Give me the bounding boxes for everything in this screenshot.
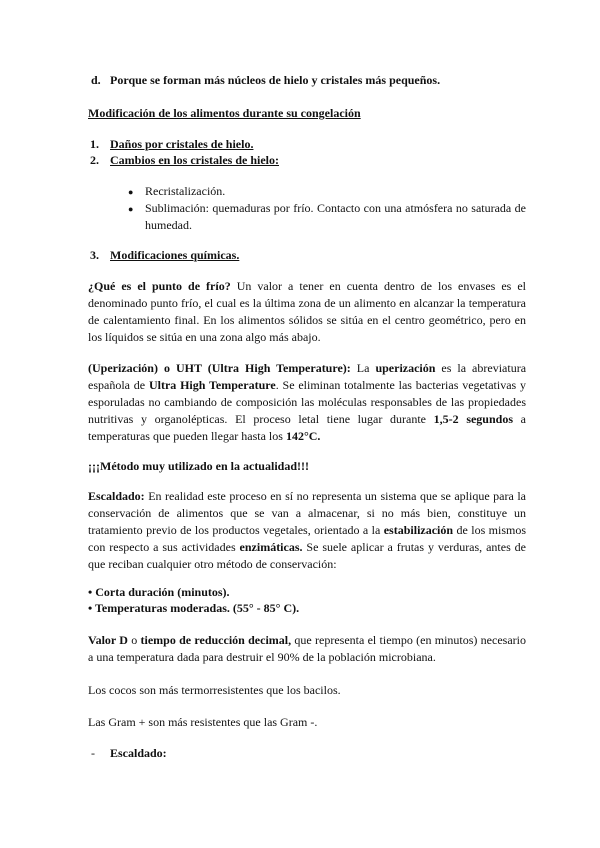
punto-frio-text: Un valor a tener en cuenta dentro de los envases es el denominado punto frío, el cual es la última zona de un alimento en alcanzar la temperatura de calentamiento final. En los alimentos sólidos se sitúa en el centro geométrico, pero en los líquidos se sitúa en una zona algo más abajo. [88, 279, 526, 344]
paragraph-escaldado [88, 488, 526, 573]
list-item-2: Cambios en los cristales de hielo: [110, 153, 279, 167]
paragraph-punto-frio [88, 278, 526, 346]
uht-text-1: La [350, 361, 376, 375]
bullet-icon: ● [128, 187, 134, 197]
escaldado-bold-enzimaticas: enzimáticas. [239, 540, 303, 554]
item-d-marker: d. [91, 73, 101, 87]
section-title: Modificación de los alimentos durante su congelación [88, 106, 361, 120]
bullet-icon: ● [128, 204, 134, 214]
punto-frio-question: ¿Qué es el punto de frío? [88, 279, 231, 293]
list-item-3: Modificaciones químicas. [110, 248, 240, 262]
escaldado-text-1: En realidad este proceso en sí no representa un sistema que se aplique para la conservación de alimentos que se van a almacenar, si no más bien, constituye un tratamiento previo de los productos vegetales, orientado a la [88, 489, 526, 537]
list-number-1: 1. [90, 137, 99, 151]
item-d-text: Porque se forman más núcleos de hielo y cristales más pequeños. [110, 73, 441, 87]
escaldado-bold-estabilizacion: estabilización [383, 523, 454, 537]
valor-d-bold-tiempo: tiempo de reducción decimal, [140, 633, 292, 647]
dot-item-temperaturas: • Temperaturas moderadas. (55° - 85° C). [88, 601, 300, 615]
bullet-item-recristalizacion: Recristalización. [145, 184, 226, 198]
list-number-3: 3. [90, 248, 99, 262]
uht-heading: (Uperización) o UHT (Ultra High Temperature): [88, 361, 351, 375]
dot-item-duracion: • Corta duración (minutos). [88, 585, 230, 599]
valor-d-text-1: o [127, 633, 141, 647]
valor-d-bold: Valor D [88, 633, 128, 647]
paragraph-cocos: Los cocos son más termorresistentes que los bacilos. [88, 683, 341, 697]
escaldado-text-3: Se suele aplicar a frutas y verduras, antes de que reciban cualquier otro método de conservación: [88, 540, 526, 571]
list-number-2: 2. [90, 153, 99, 167]
uht-text-2: es la abreviatura española de [88, 361, 527, 392]
escaldado-heading: Escaldado: [88, 489, 145, 503]
metodo-note: ¡¡¡Método muy utilizado en la actualidad!!! [88, 459, 309, 473]
uht-bold-segundos: 1,5-2 segundos [433, 412, 514, 426]
bullet-item-sublimacion: Sublimación: quemaduras por frío. Contacto con una atmósfera no saturada de humedad. [145, 201, 526, 232]
final-escaldado-heading: Escaldado: [110, 746, 167, 760]
uht-bold-uht: Ultra High Temperature [148, 378, 276, 392]
paragraph-valor-d [88, 632, 526, 666]
uht-bold-temperature: 142°C. [285, 429, 321, 443]
paragraph-uht [88, 360, 526, 445]
final-dash-marker: - [91, 746, 95, 760]
uht-text-3: . Se eliminan totalmente las bacterias vegetativas y esporuladas no cambiando de composición las moléculas responsables de las propiedades nutritivas y organolépticas. El proceso letal tiene lugar durante [88, 378, 527, 426]
uht-bold-uperizacion: uperización [375, 361, 436, 375]
valor-d-text-2: que representa el tiempo (en minutos) necesario a una temperatura dada para destruir el 90% de la población microbiana. [88, 633, 526, 664]
paragraph-gram: Las Gram + son más resistentes que las Gram -. [88, 715, 318, 729]
list-item-1: Daños por cristales de hielo. [110, 137, 254, 151]
escaldado-text-2: de los mismos con respecto a sus actividades [88, 523, 527, 554]
uht-text-4: a temperaturas que pueden llegar hasta los [88, 412, 527, 443]
